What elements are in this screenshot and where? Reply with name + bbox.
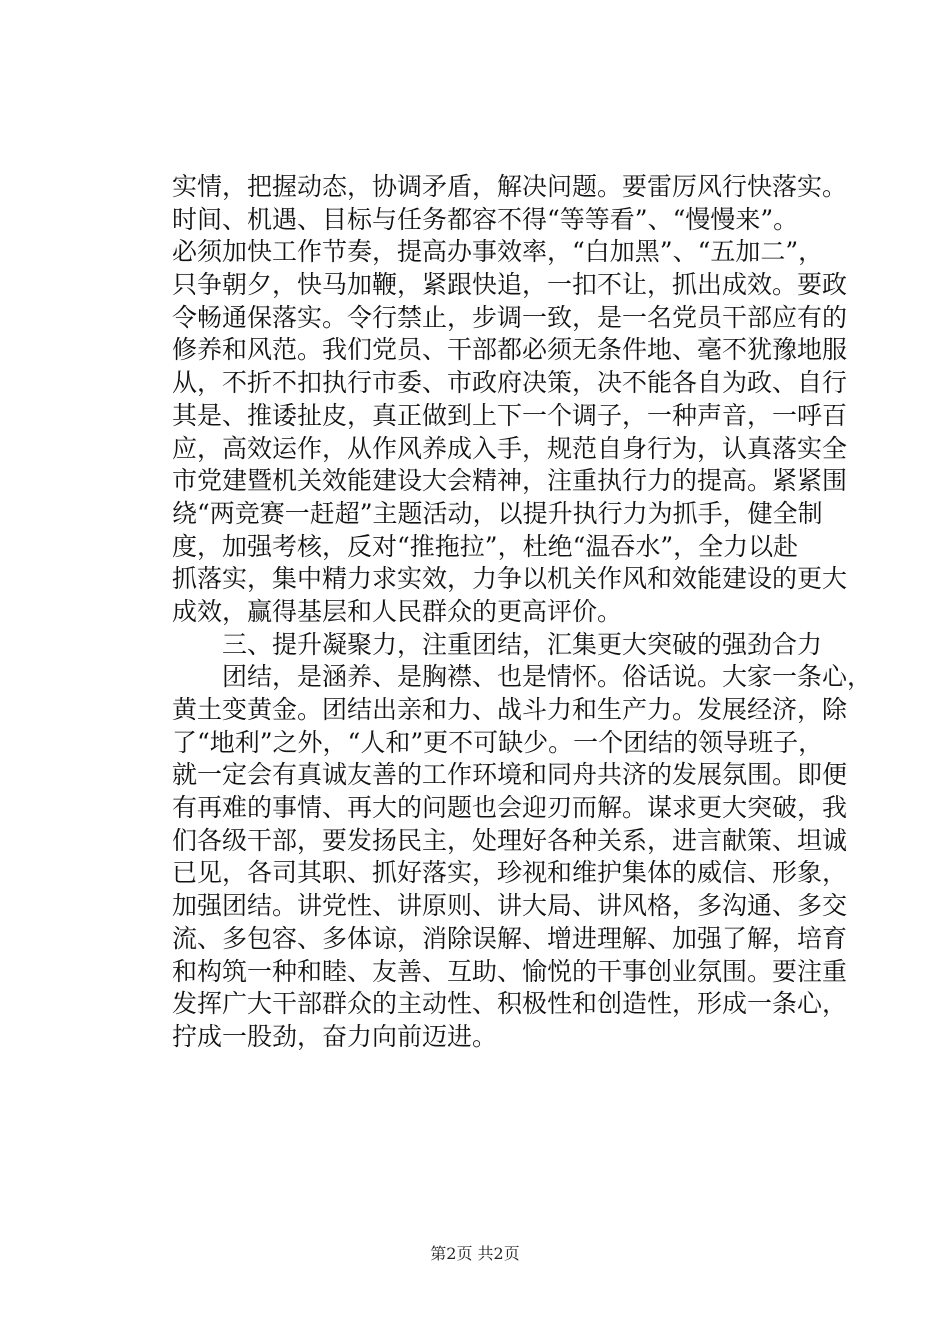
text-line: 时间、机遇、目标与任务都容不得“等等看”、“慢慢来”。 — [172, 204, 799, 234]
text-line: 应，高效运作，从作风养成入手，规范自身行为，认真落实全 — [172, 433, 848, 463]
text-line: 了“地利”之外，“人和”更不可缺少。一个团结的领导班子， — [172, 727, 824, 757]
text-line: 黄土变黄金。团结出亲和力、战斗力和生产力。发展经济，除 — [172, 695, 848, 724]
text-line: 和构筑一种和睦、友善、互助、愉悦的干事创业氛围。要注重 — [172, 956, 848, 986]
text-line: 抓落实，集中精力求实效，力争以机关作风和效能建设的更大 — [172, 564, 848, 594]
text-line: 实情，把握动态，协调矛盾，解决问题。要雷厉风行快落实。 — [172, 172, 848, 201]
text-line: 市党建暨机关效能建设大会精神，注重执行力的提高。紧紧围 — [172, 466, 848, 496]
text-line: 其是、推诿扯皮，真正做到上下一个调子，一种声音，一呼百 — [172, 400, 848, 430]
text-line: 从，不折不扣执行市委、市政府决策，决不能各自为政、自行 — [172, 368, 848, 398]
text-line: 只争朝夕，快马加鞭，紧跟快追，一扣不让，抓出成效。要政 — [172, 270, 848, 300]
text-line: 度，加强考核，反对“推拖拉”，杜绝“温吞水”，全力以赴 — [172, 531, 799, 561]
text-line: 发挥广大干部群众的主动性、积极性和创造性，形成一条心， — [172, 989, 848, 1019]
body-text — [172, 171, 872, 1054]
text-line: 有再难的事情、再大的问题也会迎刃而解。谋求更大突破，我 — [172, 793, 848, 823]
text-line: 就一定会有真诚友善的工作环境和同舟共济的发展氛围。即便 — [172, 760, 848, 790]
text-line: 必须加快工作节奏，提高办事效率，“白加黑”、“五加二”， — [172, 237, 824, 267]
text-line: 拧成一股劲，奋力向前迈进。 — [172, 1021, 498, 1051]
text-line: 成效，赢得基层和人民群众的更高评价。 — [172, 596, 623, 626]
text-line: 已见，各司其职、抓好落实，珍视和维护集体的威信、形象， — [172, 858, 848, 888]
text-line: 加强团结。讲党性、讲原则、讲大局、讲风格，多沟通、多交 — [172, 891, 848, 921]
text-line: 团结，是涵养、是胸襟、也是情怀。俗话说。大家一条心， — [172, 662, 873, 692]
text-line: 绕“两竞赛一赶超”主题活动，以提升执行力为抓手，健全制 — [172, 498, 823, 528]
page-number-footer: 第2页 共2页 — [430, 1244, 520, 1263]
text-line: 令畅通保落实。令行禁止，步调一致，是一名党员干部应有的 — [172, 302, 848, 332]
section-heading: 三、提升凝聚力，注重团结，汇集更大突破的强劲合力 — [172, 629, 823, 659]
text-line: 们各级干部，要发扬民主，处理好各种关系，进言献策、坦诚 — [172, 825, 848, 855]
text-line: 修养和风范。我们党员、干部都必须无条件地、毫不犹豫地服 — [172, 335, 848, 365]
text-line: 流、多包容、多体谅，消除误解、增进理解、加强了解，培育 — [172, 923, 848, 953]
